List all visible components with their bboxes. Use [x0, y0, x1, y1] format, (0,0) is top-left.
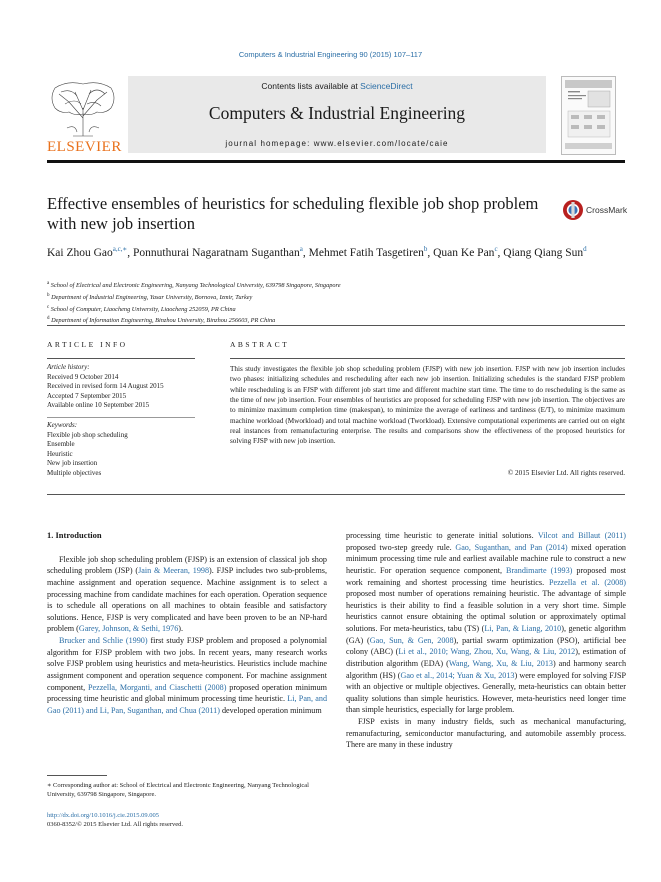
issn-line: 0360-8352/© 2015 Elsevier Ltd. All rights reserved.: [47, 821, 183, 829]
citation-link[interactable]: Brandimarte (1993): [506, 565, 573, 575]
affiliation-mark: b: [47, 292, 50, 298]
doi-block: [47, 811, 327, 829]
keyword-item: Ensemble: [47, 440, 75, 449]
abstract-heading: ABSTRACT: [230, 340, 290, 349]
header-rule: [47, 160, 625, 163]
keywords-label: Keywords:: [47, 421, 78, 429]
body-text: proposed two-step greedy rule.: [346, 542, 456, 552]
author-name[interactable]: Mehmet Fatih Tasgetiren: [308, 246, 424, 259]
article-title: Effective ensembles of heuristics for scheduling flexible job shop problem with new job insertion: [47, 194, 539, 233]
author-affiliation-mark[interactable]: b: [423, 245, 428, 253]
journal-cover-thumbnail[interactable]: [561, 76, 616, 155]
citation-link[interactable]: Gao et al., 2014; Yuan & Xu, 2013: [400, 670, 515, 680]
crossmark-icon: [562, 199, 584, 221]
body-text: ). FJSP includes two sub-problems, machine assignment and operation sequence. Machine assignment is to select a processing machine from candidate machines for each operation. Operation sequence is to schedule all operations on all machines to obtain feasible and satisfactory solutions. Hence, FJSP is very complicated and have been proven to be an NP-hard problem (: [47, 566, 327, 634]
citation-link[interactable]: Li, Pan, & Liang, 2010: [484, 624, 562, 633]
intro-paragraph-3: [346, 530, 626, 716]
affiliation-list: [47, 279, 627, 326]
citation-link[interactable]: Gao, Suganthan, and Pan (2014): [455, 542, 568, 552]
abstract-text: This study investigates the flexible job shop scheduling problem (FJSP) with new job insertion. FJSP with new job insertion includes two phases: initializing schedules and rescheduling after each new job insertion. Initializing schedules is the standard FJSP problem while rescheduling is an FJSP with different job start time and different machine start time. The time to do rescheduling is the same as the time of new job insertion. Four ensembles of heuristics are proposed for scheduling FJSP with new job insertion. The objectives are to minimize maximum completion time (makespan), to minimize the average of earliness and tardiness (E/T), to minimize maximum machine workload (Mworkload) and total machine workload (Tworkload). Extensive computational experiments are carried out on eight real instances from remanufacturing enterprise. The results and comparisons show the effectiveness of the proposed heuristics for solving FJSP with new job insertion.: [230, 365, 625, 446]
body-text: ) were employed for solving FJSP with an objective or multiple objectives. Generally, meta-heuristics can obtain better quality solutions than simple heuristics. However, meta-heuristics need longer time than simple heuristics, especially for large problem.: [346, 670, 626, 715]
citation-link[interactable]: Li et al., 2010; Wang, Zhou, Xu, Wang, & Liu, 2012: [398, 647, 576, 657]
citation-link[interactable]: Vilcot and Billaut (2011): [537, 531, 627, 540]
history-label: Article history:: [47, 363, 90, 371]
body-text: ), partial swarm optimization (PSO), artificial bee colony (ABC) (: [346, 635, 626, 657]
author-name[interactable]: Qiang Qiang Sun: [503, 246, 584, 259]
intro-paragraph-4: FJSP exists in many industry fields, such as mechanical manufacturing, remanufacturing, semiconductor manufacturing, and automobile assembly process. There are many in these industry: [346, 717, 626, 750]
author-list: Kai Zhou Gao$^{a,c,∗}$, Ponnuthurai Nagaratnam Suganthan$^a$, Mehmet Fatih Tasgetiren$^b$, Quan Ke Pan$^c$, Qiang Qiang Sun$^d$: [47, 245, 587, 259]
keyword-item: New job insertion: [47, 459, 98, 468]
keyword-item: Flexible job shop scheduling: [47, 430, 128, 439]
body-text: ) and harmony search algorithm (HS) (: [346, 658, 627, 680]
keyword-item: Multiple objectives: [47, 468, 102, 477]
abstract-copyright: © 2015 Elsevier Ltd. All rights reserved.: [507, 469, 625, 477]
body-text: proposed most number of operations remaining heuristic. The advantage of simple heuristics is their ability to find a feasible solution in a very short time. Simple heuristics cannot ensure obtaining the optimal solution or approximately optimal solutions. For meta-heuristics, tabu (TS) (: [346, 589, 626, 633]
citation-link[interactable]: Li, Pan, and Gao (2011) and Li, Pan, Suganthan, and Chua (2011): [47, 694, 328, 715]
affiliation-text: School of Electrical and Electronic Engineering, Nanyang Technological University, 639798 Singapore, Singapore: [49, 282, 341, 290]
body-text: ).: [178, 624, 184, 634]
body-text: ), estimation of distribution algorithm (EDA) (: [346, 647, 627, 668]
doi-link[interactable]: http://dx.doi.org/10.1016/j.cie.2015.09.005: [47, 812, 160, 819]
citation-link[interactable]: Brucker and Schlie (1990): [59, 636, 148, 645]
affiliation-item: [47, 279, 627, 291]
body-text: processing time heuristic to generate initial solutions.: [346, 531, 538, 540]
author-affiliation-mark[interactable]: d: [583, 245, 587, 253]
affiliation-mark: d: [47, 316, 50, 322]
citation-link[interactable]: Wang, Wang, Xu, & Liu, 2013: [448, 658, 553, 668]
history-item: Accepted 7 September 2015: [47, 391, 127, 400]
history-item: Received in revised form 14 August 2015: [47, 382, 164, 391]
affiliation-item: [47, 303, 627, 315]
article-info-rule: [47, 358, 195, 359]
section-heading-introduction: 1. Introduction: [47, 530, 102, 540]
citation-link[interactable]: Pezzella et al. (2008): [548, 577, 626, 587]
contents-prefix: Contents lists available at: [261, 81, 361, 91]
article-info-heading: ARTICLE INFO: [47, 340, 128, 349]
corresponding-author-footnote: ∗ Corresponding author at: School of Electrical and Electronic Engineering, Nanyang Technological University, 639798 Singapore, Singapore.: [47, 782, 309, 799]
author-affiliation-mark[interactable]: a: [299, 245, 303, 253]
keyword-item: Heuristic: [47, 449, 73, 458]
affiliation-mark: c: [47, 304, 50, 310]
citation-link[interactable]: Garey, Johnson, & Sethi, 1976: [78, 624, 179, 634]
article-history: [47, 363, 195, 411]
affiliation-mark: a: [47, 281, 50, 286]
affiliation-item: [47, 291, 627, 303]
footnote-rule: [47, 775, 107, 776]
body-text: proposed operation minimum processing time heuristic and global minimum processing time heuristic.: [47, 682, 327, 704]
keywords-block: [47, 421, 195, 479]
elsevier-wordmark[interactable]: ELSEVIER: [47, 139, 122, 155]
intro-paragraph-2: [47, 635, 327, 716]
journal-title: Computers & Industrial Engineering: [208, 103, 466, 123]
body-text: proposed most work remaining and shortest processing time heuristics.: [346, 565, 627, 587]
abstract-rule: [230, 358, 625, 359]
body-left-column: [47, 530, 327, 716]
keywords-rule: [47, 417, 195, 418]
body-text: first study FJSP problem and proposed a polynomial algorithm for FJSP problem with two jobs. In recent years, many research works solve FJSP problem using heuristics and meta-heuristics. Heuristics include machine assignment component and operation sequence component. For machine assignment component,: [47, 636, 327, 692]
affiliation-text: School of Computer, Liaocheng University, Liaocheng 252059, PR China: [49, 305, 236, 313]
contents-line: [128, 81, 546, 91]
sciencedirect-link[interactable]: ScienceDirect: [360, 81, 413, 91]
citation-link[interactable]: Jain & Meeran, 1998: [138, 566, 210, 576]
body-text: mixed operation minimum processing time rule and earliest available machine rule to construct a new heuristic. For operation sequence component,: [346, 542, 626, 575]
affiliation-text: Department of Industrial Engineering, Yasar University, Bornova, Izmir, Turkey: [49, 293, 253, 301]
affiliation-rule: [47, 325, 625, 326]
body-text: Flexible job shop scheduling problem (FJSP) is an extension of classical job shop scheduling problem (JSP) (: [47, 554, 327, 576]
history-item: Received 9 October 2014: [47, 372, 119, 381]
intro-paragraph-1: [47, 554, 327, 635]
body-text: ), genetic algorithm (GA) (: [346, 624, 626, 645]
author-name[interactable]: Quan Ke Pan: [433, 246, 495, 259]
journal-citation[interactable]: Computers & Industrial Engineering 90 (2015) 107–117: [238, 50, 423, 59]
body-right-column: [346, 530, 626, 751]
author-affiliation-mark[interactable]: a,c,∗: [112, 245, 128, 253]
crossmark-badge[interactable]: [562, 200, 626, 220]
crossmark-label: CrossMark: [586, 205, 628, 215]
author-name[interactable]: Kai Zhou Gao: [47, 246, 113, 259]
citation-link[interactable]: Pezzella, Morganti, and Ciaschetti (2008): [87, 682, 227, 692]
body-text: developed operation minimum: [219, 705, 322, 715]
history-item: Available online 10 September 2015: [47, 401, 150, 410]
author-affiliation-mark[interactable]: c: [494, 245, 498, 253]
citation-link[interactable]: Gao, Sun, & Gen, 2008: [369, 635, 454, 645]
author-name[interactable]: Ponnuthurai Nagaratnam Suganthan: [133, 246, 300, 259]
abstract-bottom-rule: [47, 494, 625, 495]
affiliation-text: Department of Information Engineering, Binzhou University, Binzhou 256603, PR China: [49, 317, 276, 325]
journal-homepage[interactable]: journal homepage: www.elsevier.com/locate/caie: [225, 139, 449, 148]
